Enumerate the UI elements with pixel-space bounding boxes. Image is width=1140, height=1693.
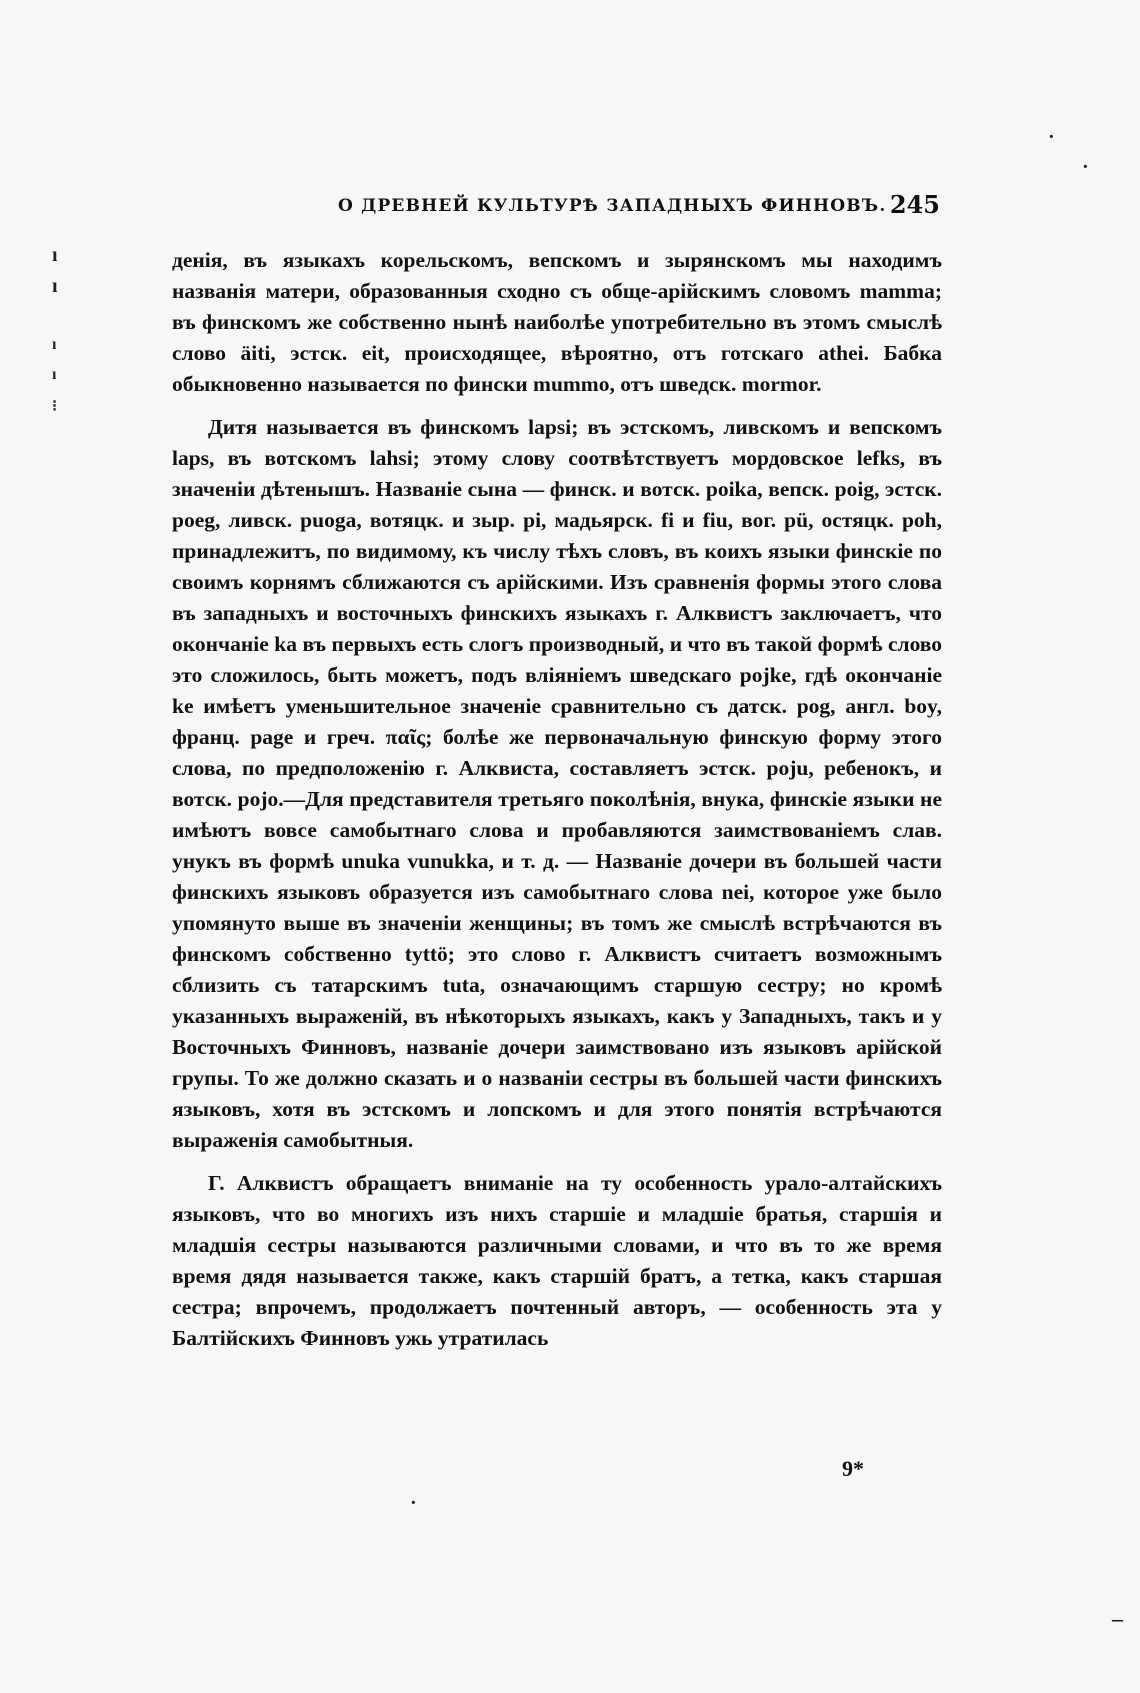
body-text bbox=[172, 245, 942, 1366]
page-number: 245 bbox=[889, 190, 940, 219]
page-header bbox=[170, 192, 940, 222]
margin-mark: ı bbox=[52, 244, 58, 266]
paragraph: денія, въ языкахъ корельскомъ, вепскомъ и зырянскомъ мы находимъ названія матери, образованныя сходно съ обще-арійскимъ словомъ mamma; въ финскомъ же собственно нынѣ наиболѣе употребительно въ этомъ смыслѣ слово äiti, эстск. eit, происходящее, вѣроятно, отъ готскаго athei. Бабка обыкновенно называется по фински mummo, отъ шведск. mormor. bbox=[172, 248, 942, 396]
running-title: О ДРЕВНЕЙ КУЛЬТУРѢ ЗАПАДНЫХЪ ФИННОВЪ. bbox=[338, 196, 887, 216]
margin-mark: ı bbox=[52, 366, 57, 383]
scan-speck: · bbox=[1048, 126, 1055, 148]
paragraph: Дитя называется въ финскомъ lapsi; въ эстскомъ, ливскомъ и вепскомъ laps, въ вотскомъ lahsi; этому слову соотвѣтствуетъ мордовское lefks, въ значеніи дѣтенышъ. Названіе сына — финск. и вотск. poika, вепск. poig, эстск. poeg, ливск. puoga, вотяцк. и зыр. pi, мадьярск. fi и fiu, вог. pü, остяцк. poh, принадлежитъ, по видимому, къ числу тѣхъ словъ, въ коихъ языки финскіе по своимъ корнямъ сближаются съ арійскими. Изъ сравненія формы этого слова въ западныхъ и восточныхъ финскихъ языкахъ г. Алквистъ заключаетъ, что окончаніе ka въ первыхъ есть слогъ производный, и что въ такой формѣ слово это сложилось, быть можетъ, подъ вліяніемъ шведскаго pojke, гдѣ окончаніе ke имѣетъ уменьшительное значеніе сравнительно съ датск. pog, англ. boy, франц. page и греч. παῖς; болѣе же первоначальную финскую форму этого слова, по предположенію г. Алквиста, составляетъ эстск. poju, ребенокъ, и вотск. pojo.—Для представителя третьяго поколѣнія, внука, финскіе языки не имѣютъ вовсе самобытнаго слова и пробавляются заимствованіемъ слав. унукъ въ формѣ unuka vunukka, и т. д. — Названіе дочери въ большей части финскихъ языковъ образуется изъ самобытнаго слова nei, которое уже было упомянуто выше въ значеніи женщины; въ томъ же смыслѣ встрѣчаются въ финскомъ собственно tyttö; это слово г. Алквистъ считаетъ возможнымъ сблизить съ татарскимъ tuta, означающимъ старшую сестру; но кромѣ указанныхъ выраженій, въ нѣкоторыхъ языкахъ, какъ у Западныхъ, такъ и у Восточныхъ Финновъ, названіе дочери заимствовано изъ языковъ арійской групы. То же должно сказать и о названіи сестры въ большей части финскихъ языковъ, хотя въ эстскомъ и лопскомъ и для этого понятія встрѣчаются выраженія самобытныя. bbox=[172, 415, 942, 1152]
signature-mark: 9* bbox=[842, 1456, 864, 1481]
scan-speck: · bbox=[410, 1492, 417, 1514]
scan-speck: · bbox=[1082, 156, 1089, 178]
paragraph: Г. Алквистъ обращаетъ вниманіе на ту особенность урало-алтайскихъ языковъ, что во многихъ изъ нихъ старшіе и младшіе братья, старшія и младшія сестры называются различными словами, и что въ то же время время дядя называется также, какъ старшій братъ, а тетка, какъ старшая сестра; впрочемъ, продолжаетъ почтенный авторъ, — особенность эта у Балтійскихъ Финновъ ужь утратилась bbox=[172, 1171, 942, 1350]
margin-mark: ı bbox=[52, 275, 58, 297]
margin-mark: ⁝ bbox=[52, 398, 58, 415]
scan-dash: – bbox=[1112, 1606, 1123, 1631]
margin-mark: ı bbox=[52, 336, 57, 353]
